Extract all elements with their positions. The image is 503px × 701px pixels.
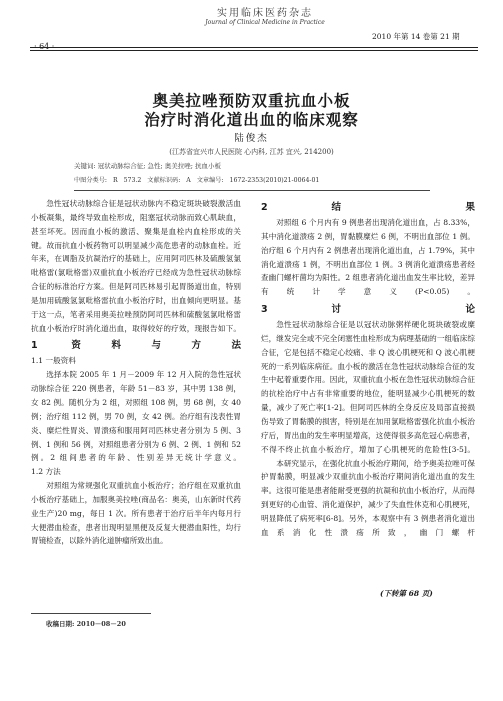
- author: 陆俊杰: [234, 133, 269, 144]
- article-title-line2: 治疗时消化道出血的临床观察: [144, 111, 359, 129]
- page-number: · 64 ·: [34, 42, 55, 51]
- section-1-1-text: 选择本院 2005 年 1 月－2009 年 12 月入院的急性冠状动脉综合征 220 例患者，年龄 51－83 岁，其中男 138 例，女 82 例。随机分为 2 组，对照组 108 例，男 68 例，女 40 例；治疗组 112 例，男 70 例，女 42 例。治疗组有浅表性胃炎、糜烂性胃炎、胃溃疡和服用阿司匹林史者分别为 5 例、3 例、1 例和 56 例，对照组患者分别为 6 例、2 例、1 例和 52 例。2 组间患者的年龄、性别差异无统计学意义。: [31, 370, 241, 463]
- right-column: [261, 197, 475, 540]
- header-rule: [30, 47, 478, 48]
- left-column: [31, 197, 241, 548]
- footnote-rule: [31, 613, 151, 614]
- issue-info: 2010 年第 14 卷第 21 期: [372, 32, 460, 41]
- section-3-paragraph-1: 急性冠状动脉综合征是以冠状动脉粥样硬化斑块破裂或糜烂，继发完全或不完全闭塞性血栓形成为病理基础的一组临床综合征，它是包括不稳定心绞痛、非 Q 波心肌梗死和 Q 波心肌梗死的一系列临床病征。血小板的激活在急性冠状动脉综合征的发生中起着重要作用。因此，双重抗血小板在急性冠状动脉综合征的抗栓治疗中占有非常重要的地位，能明显减少心肌梗死的数量，减少了死亡率[1-2]。但阿司匹林的全身反应及局部直接损伤导致了胃黏膜的损害，特别是在加用氯吡格雷强化抗血小板治疗后，胃出血的发生率明显增高，这使得很多高危冠心病患者，不得不终止抗血小板治疗，增加了心肌梗死的危险性[3-5]。: [261, 320, 475, 454]
- classification-line: 中图分类号: R 573.2 文献标识码: A 文章编号: 1672-2353(2010)21-0064-01: [74, 177, 320, 184]
- received-date: 收稿日期: 2010－08－20: [46, 620, 126, 628]
- affiliation: (江苏省宜兴市人民医院 心内科, 江苏 宜兴, 214200): [169, 148, 334, 156]
- article-title-line1: 奥美拉唑预防双重抗血小板: [152, 92, 351, 110]
- keywords: 关键词: 冠状动脉综合征; 急性; 奥美拉唑; 抗血小板: [74, 162, 222, 170]
- section-1-2-text: 对照组为常规强化双重抗血小板治疗；治疗组在双重抗血小板治疗基础上，加服奥美拉唑(商品名：奥美，山东新时代药业生产)20 mg，每日 1 次。所有患者于治疗后半年内每月行大便潜血检查，患者出现明显黑便及反复大便潜血阳性，均行胃镜检查，以除外消化道肿瘤所致出血。: [31, 481, 241, 546]
- meta-divider: [74, 190, 430, 191]
- section-2-heading: 2 结 果: [261, 202, 475, 213]
- intro-paragraph: 急性冠状动脉综合征是冠状动脉内不稳定斑块破裂激活血小板凝集，最终导致血栓形成，阻塞冠状动脉而致心肌缺血，甚至坏死。因而血小板的激活、聚集是血栓内血栓形成的关键。故而抗血小板药物可以明显减少高危患者的动脉血栓。近年来，在调脂及抗凝治疗的基础上，应用阿司匹林及硫酸氢氯吡格雷(氯吡格雷)双重抗血小板治疗已经成为急性冠状动脉综合征的标准治疗方案。但是阿司匹林易引起胃肠道出血，特别是加用硫酸氢氯吡格雷抗血小板治疗时，出血倾向更明显。基于这一点，笔者采用奥美拉唑预防阿司匹林和硫酸氢氯吡格雷抗血小板治疗时消化道出血，取得较好的疗效，现报告如下。: [31, 199, 241, 333]
- section-1-2-heading: 1.2 方法: [31, 467, 61, 477]
- header-rule-thin: [30, 50, 478, 51]
- section-2-text: 对照组 6 个月内有 9 例患者出现消化道出血，占 8.33%，其中消化道溃疡 2 例，胃黏膜糜烂 6 例，不明出血部位 1 例。治疗组 6 个月内有 2 例患者出现消化道出血，占 1.79%，其中消化道溃疡 1 例，不明出血部位 1 例。3 例消化道溃疡患者经查幽门螺杆菌均为阳性。2 组患者消化道出血发生率比较，差异有统计学意义(P<0.05)。: [261, 218, 475, 297]
- section-3-paragraph-2: 本研究显示，在强化抗血小板治疗期间，给予奥美拉唑可保护胃黏膜，明显减少双重抗血小板治疗期间消化道出血的发生率。这很可能是患者能耐受更强的抗凝和抗血小板治疗，从而得到更好的心血管、消化道保护，减少了失血性休克和心肌梗死，明显降低了病死率[6-8]。另外，本观察中有 3 例患者消化道出血系消化性溃疡所致，幽门螺杆: [261, 458, 475, 537]
- journal-name-english: Journal of Clinical Medicine in Practice: [205, 19, 325, 26]
- section-1-heading: 1 资料与方法: [31, 340, 241, 352]
- section-1-1-heading: 1.1 一般资料: [31, 356, 76, 366]
- continued-note: (下转第 68 页): [380, 589, 433, 598]
- journal-name: 实用临床医药杂志: [217, 8, 313, 19]
- section-3-heading: 3 讨 论: [261, 304, 475, 316]
